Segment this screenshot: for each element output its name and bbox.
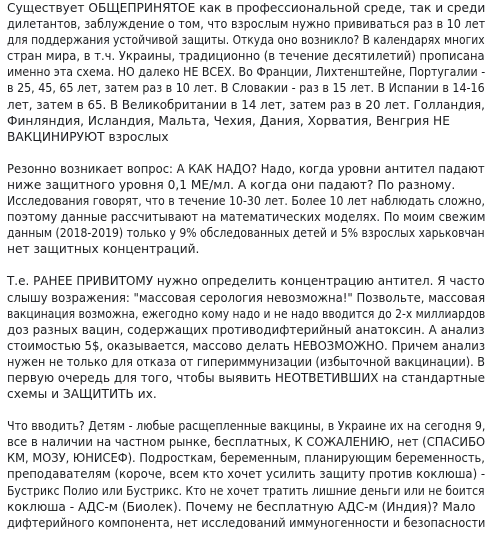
paragraph-3: [7, 273, 485, 402]
text-line: схемы и ЗАЩИТИТЬ их.: [7, 387, 157, 402]
paragraph-2: [7, 161, 485, 258]
text-line: для поддержания устойчивой защиты. Откуда оно возникло? В календарях многих: [7, 33, 485, 48]
text-line: в 25, 45, 65 лет, затем раз в 10 лет. В Словакии - раз в 15 лет. В Испании в 14-16: [7, 81, 485, 96]
text-line: стран мира, в т.ч. Украины, традиционно (в течение десятилетий) прописана: [7, 49, 485, 64]
text-line: дифтерийного компонента, нет исследований иммуногенности и безопасности: [7, 515, 486, 530]
text-line: доз разных вацин, содержащих противодифтерийный анатоксин. А анализ: [7, 322, 485, 337]
text-line: Что вводить? Детям - любые расщепленные вакцины, в Украине их на сегодня 9,: [7, 419, 486, 434]
paragraph-4: [7, 418, 485, 531]
text-line: ВАКЦИНИРУЮТ взрослых: [7, 129, 169, 144]
text-line: вакцинация возможна, ежегодно кому надо и не надо вводится до 2-х миллиардов: [7, 306, 486, 321]
text-line: Бустрикс Полио или Бустрикс. Кто не хочет тратить лишние деньги или не боится: [7, 483, 485, 498]
text-line: данным (2018-2019) только у 9% обследованных детей и 5% взрослых харьковчан: [7, 226, 485, 241]
text-line: слышу возражения: "массовая серология невозможна!" Позвольте, массовая: [7, 290, 486, 305]
text-line: лет, затем в 65. В Великобритании в 14 лет, затем раз в 20 лет. Голландия,: [7, 97, 485, 112]
text-line: все в наличии на частном рынке, бесплатных, К СОЖАЛЕНИЮ, нет (СПАСИБО: [7, 435, 486, 450]
text-line: Существует ОБЩЕПРИНЯТОЕ как в профессиональной среде, так и среди: [7, 1, 486, 15]
paragraph-1: [7, 0, 485, 145]
text-line: преподавателям (короче, всем кто хочет усилить защиту против коклюша) -: [7, 467, 486, 482]
text-line: КМ, МОЗУ, ЮНИСЕФ). Подросткам, беременным, планирующим беременность,: [7, 451, 485, 466]
text-line: Резонно возникает вопрос: А КАК НАДО? Надо, когда уровни антител падают: [7, 161, 485, 176]
text-line: первую очередь для того, чтобы выявить НЕОТВЕТИВШИХ на стандартные: [7, 370, 485, 385]
text-line: именно эта схема. НО далеко НЕ ВСЕХ. Во Франции, Лихтенштейне, Португалии -: [7, 65, 486, 80]
text-line: Т.е. РАНЕЕ ПРИВИТОМУ нужно определить концентрацию антител. Я часто: [7, 274, 485, 289]
post-body: [7, 0, 485, 547]
text-line: ниже защитного уровня 0,1 МЕ/мл. А когда они падают? По разному.: [7, 177, 456, 192]
text-line: коклюша - АДС-м (Биолек). Почему не бесплатную АДС-м (Индия)? Мало: [7, 499, 476, 514]
text-line: поэтому данные рассчитывают на математических моделях. По моим свежим: [7, 210, 486, 225]
text-line: нет защитных концентраций.: [7, 242, 200, 257]
text-line: Финляндия, Исландия, Мальта, Чехия, Дания, Хорватия, Венгрия НЕ: [7, 113, 450, 128]
text-line: Исследования говорят, что в течение 10-30 лет. Более 10 лет наблюдать сложно,: [7, 194, 485, 209]
text-line: дилетантов, заблуждение о том, что взрослым нужно прививаться раз в 10 лет: [7, 17, 486, 32]
text-line: нужен не только для отказа от гипериммунизации (избыточной вакцинации). В: [7, 354, 485, 369]
text-line: стоимостью 5$, оказывается, массово делать НЕВОЗМОЖНО. Причем анализ: [7, 338, 486, 353]
